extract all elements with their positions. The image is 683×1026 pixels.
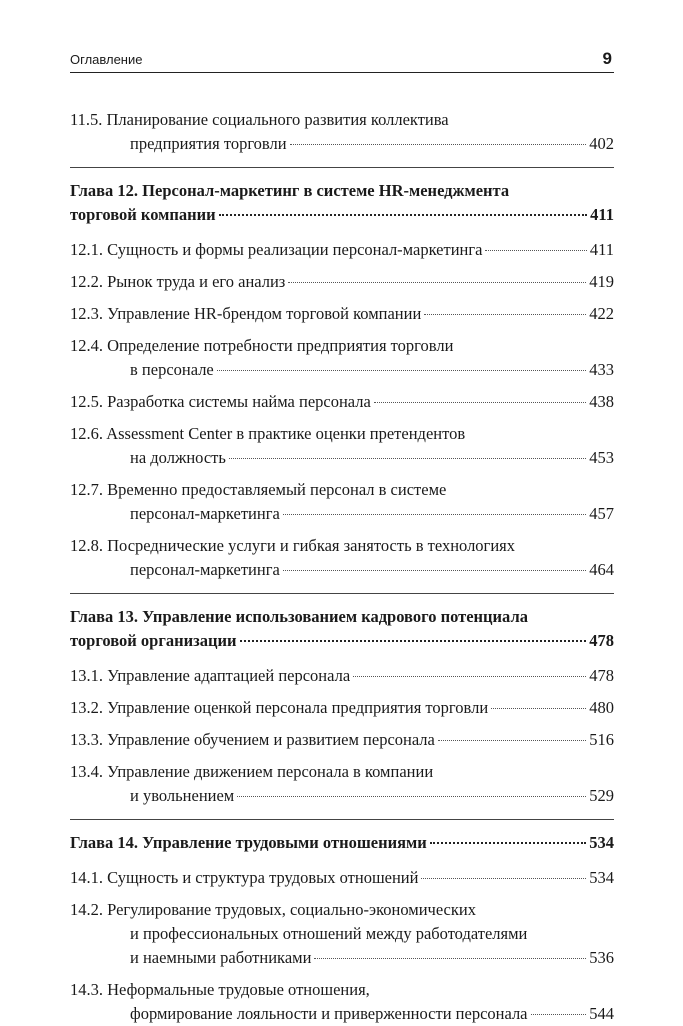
entry-title-row (70, 1002, 614, 1026)
entry-title-line: Глава 12. Персонал-маркетинг в системе HR-менеджмента (70, 181, 510, 200)
dot-leader (283, 570, 586, 571)
toc-section-entry[interactable] (70, 898, 614, 970)
entry-title-line: персонал-маркетинга (130, 504, 280, 523)
dot-leader (290, 144, 587, 145)
entry-title-line: 12.3. Управление HR-брендом торговой компании (70, 304, 422, 323)
toc-section-entry[interactable] (70, 696, 614, 720)
entry-title-row (70, 664, 614, 688)
entry-title-line: Глава 13. Управление использованием кадрового потенциала (70, 607, 528, 626)
entry-title-row (70, 270, 614, 294)
entry-page-number: 422 (589, 304, 614, 323)
entry-title-line: 12.7. Временно предоставляемый персонал в системе (70, 480, 447, 499)
toc-section-entry[interactable] (70, 534, 614, 582)
entry-title-row (70, 696, 614, 720)
table-of-contents (70, 100, 614, 1026)
entry-title-line: в персонале (130, 360, 214, 379)
running-header (70, 50, 614, 73)
dot-leader (531, 1014, 587, 1015)
toc-section-entry[interactable] (70, 334, 614, 382)
entry-title-row (70, 390, 614, 414)
toc-chapter-entry[interactable] (70, 831, 614, 855)
entry-title-row (70, 558, 614, 582)
entry-title-row (70, 446, 614, 470)
entry-title-row (70, 302, 614, 326)
entry-title-line: 13.3. Управление обучением и развитием персонала (70, 730, 435, 749)
entry-title-line: 13.1. Управление адаптацией персонала (70, 666, 351, 685)
entry-title-line: 12.6. Assessment Center в практике оценки претендентов (70, 424, 466, 443)
entry-title-line: 12.1. Сущность и формы реализации персонал-маркетинга (70, 240, 483, 259)
entry-title-line: 13.4. Управление движением персонала в компании (70, 762, 434, 781)
entry-page-number: 411 (589, 240, 614, 259)
entry-title-line: 11.5. Планирование социального развития коллектива (70, 110, 449, 129)
entry-title-row (70, 238, 614, 262)
entry-page-number: 411 (590, 205, 614, 224)
entry-title-line: торговой организации (70, 631, 237, 650)
toc-section-entry[interactable] (70, 238, 614, 262)
entry-page-number: 516 (589, 730, 614, 749)
toc-section-entry[interactable] (70, 760, 614, 808)
entry-title-row (70, 784, 614, 808)
entry-page-number: 536 (589, 948, 614, 967)
entry-title-line: 12.4. Определение потребности предприятия торговли (70, 336, 454, 355)
entry-title-line: 14.3. Неформальные трудовые отношения, (70, 980, 370, 999)
entry-page-number: 534 (589, 833, 614, 852)
entry-page-number: 464 (589, 560, 614, 579)
entry-title-line: 12.5. Разработка системы найма персонала (70, 392, 371, 411)
entry-page-number: 478 (589, 631, 614, 650)
section-divider (70, 167, 614, 168)
entry-title-row (70, 203, 614, 227)
toc-section-entry[interactable] (70, 978, 614, 1026)
entry-title-line: формирование лояльности и приверженности персонала (130, 1004, 528, 1023)
dot-leader (421, 878, 586, 879)
entry-title-line: предприятия торговли (130, 134, 287, 153)
dot-leader (219, 214, 588, 216)
entry-page-number: 453 (589, 448, 614, 467)
entry-title-line: 14.2. Регулирование трудовых, социально-экономических (70, 900, 476, 919)
dot-leader (288, 282, 586, 283)
toc-section-entry[interactable] (70, 728, 614, 752)
toc-section-entry[interactable] (70, 866, 614, 890)
entry-page-number: 402 (589, 134, 614, 153)
entry-title-row (70, 358, 614, 382)
dot-leader (491, 708, 586, 709)
entry-title-line: торговой компании (70, 205, 216, 224)
entry-page-number: 457 (589, 504, 614, 523)
dot-leader (485, 250, 586, 251)
entry-title-row (70, 866, 614, 890)
entry-page-number: 438 (589, 392, 614, 411)
toc-chapter-entry[interactable] (70, 605, 614, 653)
toc-section-entry[interactable] (70, 422, 614, 470)
entry-page-number: 534 (589, 868, 614, 887)
toc-section-entry[interactable] (70, 108, 614, 156)
dot-leader (237, 796, 586, 797)
entry-title-line: 13.2. Управление оценкой персонала предприятия торговли (70, 698, 489, 717)
header-page-number: 9 (602, 49, 612, 68)
toc-chapter-entry[interactable] (70, 179, 614, 227)
toc-section-entry[interactable] (70, 270, 614, 294)
entry-title-row (70, 728, 614, 752)
entry-title-row (70, 629, 614, 653)
dot-leader (229, 458, 586, 459)
entry-page-number: 419 (589, 272, 614, 291)
dot-leader (374, 402, 586, 403)
dot-leader (430, 842, 586, 844)
section-divider (70, 593, 614, 594)
entry-page-number: 544 (589, 1004, 614, 1023)
entry-page-number: 480 (589, 698, 614, 717)
toc-section-entry[interactable] (70, 478, 614, 526)
dot-leader (424, 314, 586, 315)
toc-section-entry[interactable] (70, 302, 614, 326)
dot-leader (283, 514, 586, 515)
entry-page-number: 433 (589, 360, 614, 379)
section-divider (70, 819, 614, 820)
entry-title-row (70, 502, 614, 526)
dot-leader (353, 676, 586, 677)
entry-title-row (70, 946, 614, 970)
dot-leader (438, 740, 586, 741)
toc-section-entry[interactable] (70, 390, 614, 414)
entry-title-line: 14.1. Сущность и структура трудовых отношений (70, 868, 419, 887)
header-title: Оглавление (70, 52, 143, 67)
dot-leader (217, 370, 587, 371)
dot-leader (314, 958, 586, 959)
entry-title-line: и наемными работниками (130, 948, 312, 967)
entry-title-line: 12.8. Посреднические услуги и гибкая занятость в технологиях (70, 536, 515, 555)
dot-leader (240, 640, 587, 642)
entry-title-line: и профессиональных отношений между работодателями (130, 924, 528, 943)
entry-title-line: персонал-маркетинга (130, 560, 280, 579)
entry-title-row (70, 132, 614, 156)
entry-title-row (70, 831, 614, 855)
entry-title-line: Глава 14. Управление трудовыми отношениями (70, 833, 427, 852)
entry-title-line: и увольнением (130, 786, 235, 805)
entry-page-number: 529 (589, 786, 614, 805)
toc-section-entry[interactable] (70, 664, 614, 688)
entry-title-line: 12.2. Рынок труда и его анализ (70, 272, 286, 291)
entry-page-number: 478 (589, 666, 614, 685)
entry-title-line: на должность (130, 448, 226, 467)
